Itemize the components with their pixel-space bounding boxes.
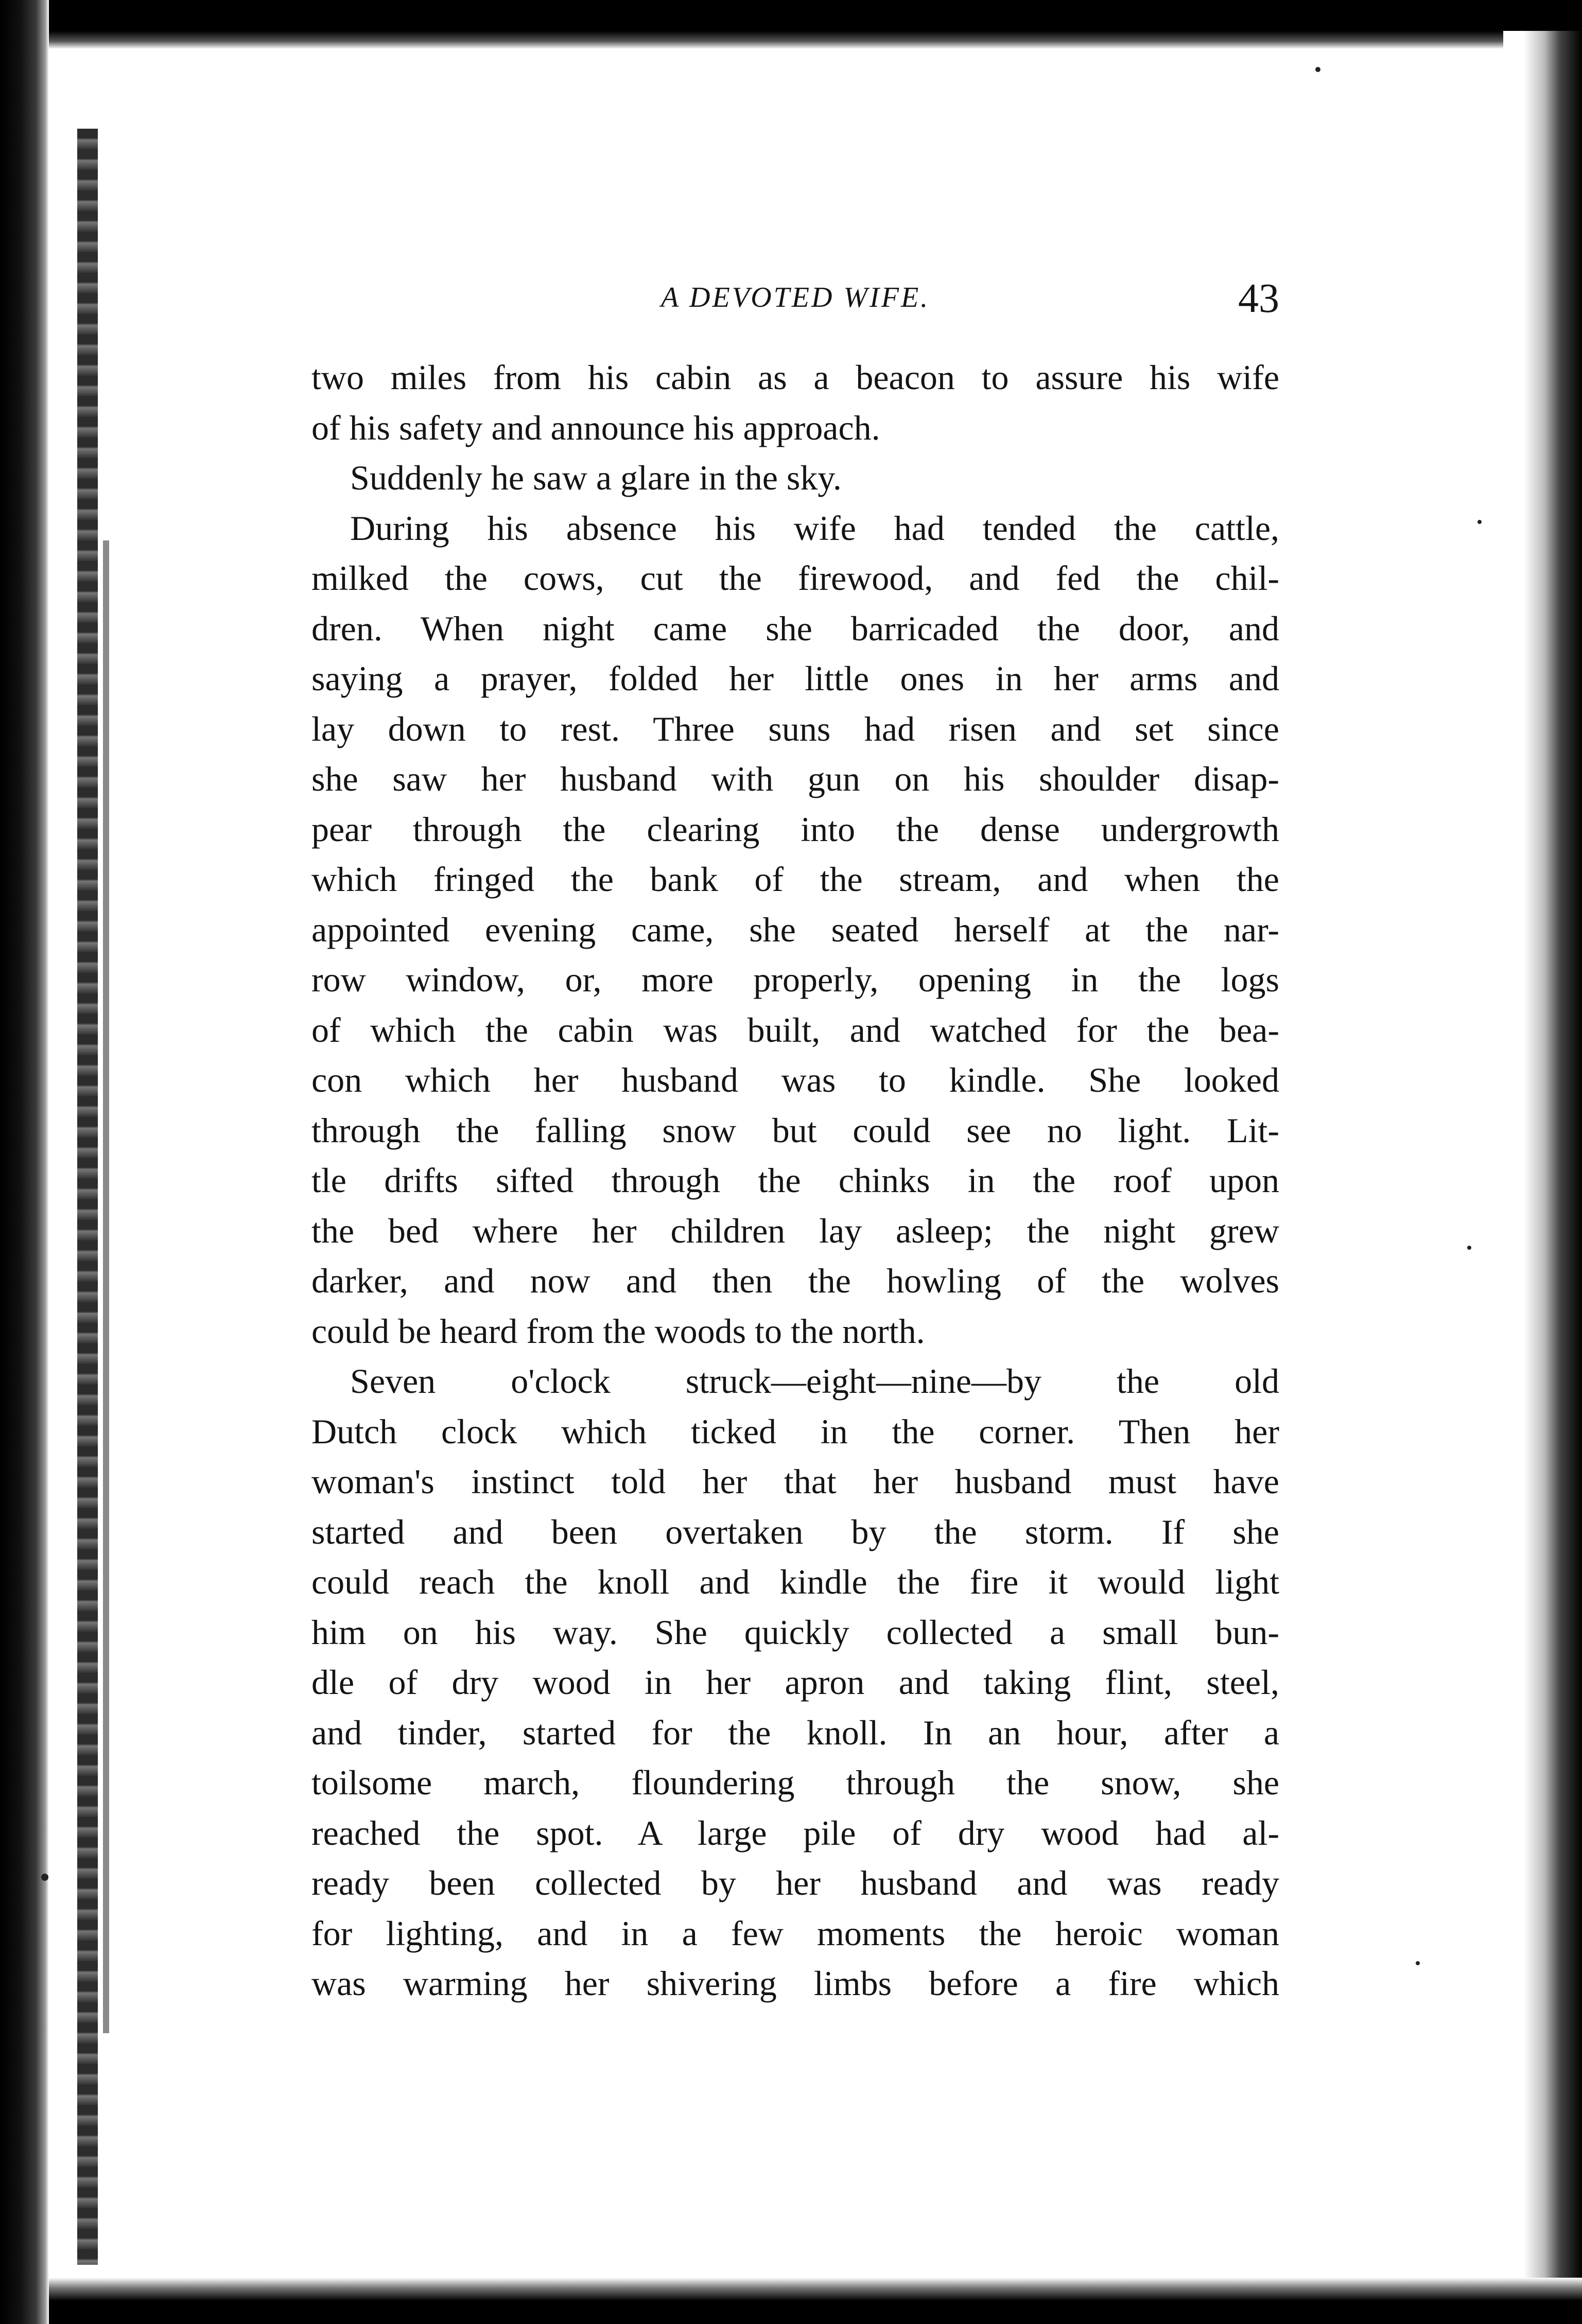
text-line: pear through the clearing into the dense undergrowth bbox=[311, 809, 1279, 849]
book-binding-shadow bbox=[0, 0, 49, 2324]
text-line: could reach the knoll and kindle the fire it would light bbox=[311, 1562, 1279, 1601]
text-line: of which the cabin was built, and watched for the bea- bbox=[311, 1010, 1279, 1050]
text-line: woman's instinct told her that her husband must have bbox=[311, 1462, 1279, 1501]
text-line: milked the cows, cut the firewood, and fed the chil- bbox=[311, 558, 1279, 598]
text-line: toilsome march, floundering through the snow, she bbox=[311, 1763, 1279, 1802]
scan-speck bbox=[41, 1874, 48, 1881]
text-line: lay down to rest. Three suns had risen and set since bbox=[311, 709, 1279, 748]
scan-speck bbox=[1477, 520, 1482, 524]
scan-speck bbox=[1416, 1961, 1420, 1965]
text-line: dren. When night came she barricaded the door, and bbox=[311, 608, 1279, 648]
text-line: two miles from his cabin as a beacon to assure his wife bbox=[311, 358, 1279, 397]
text-line: darker, and now and then the howling of the wolves bbox=[311, 1261, 1279, 1300]
text-line: tle drifts sifted through the chinks in the roof upon bbox=[311, 1161, 1279, 1200]
text-line: appointed evening came, she seated herself at the nar- bbox=[311, 910, 1279, 949]
text-line: reached the spot. A large pile of dry wood had al- bbox=[311, 1813, 1279, 1853]
running-head bbox=[311, 273, 1279, 324]
text-line: saying a prayer, folded her little ones in her arms and bbox=[311, 659, 1279, 698]
text-line: through the falling snow but could see no light. Lit- bbox=[311, 1110, 1279, 1150]
text-line: Seven o'clock struck—eight—nine—by the old bbox=[350, 1361, 1279, 1401]
scan-bottom-edge bbox=[49, 2278, 1582, 2324]
text-line: and tinder, started for the knoll. In an hour, after a bbox=[311, 1713, 1279, 1752]
text-line: could be heard from the woods to the north. bbox=[311, 1311, 925, 1351]
text-line: row window, or, more properly, opening in the logs bbox=[311, 960, 1279, 999]
text-line: con which her husband was to kindle. She looked bbox=[311, 1060, 1279, 1099]
text-line: During his absence his wife had tended the cattle, bbox=[350, 508, 1279, 548]
text-line: started and been overtaken by the storm. If she bbox=[311, 1512, 1279, 1551]
text-line: Dutch clock which ticked in the corner. Then her bbox=[311, 1411, 1279, 1451]
scan-speck bbox=[1467, 1246, 1471, 1250]
text-line: of his safety and announce his approach. bbox=[311, 408, 880, 447]
text-line: was warming her shivering limbs before a fire which bbox=[311, 1964, 1279, 2003]
text-line: Suddenly he saw a glare in the sky. bbox=[350, 458, 842, 497]
body-text bbox=[311, 353, 1279, 2009]
text-line: him on his way. She quickly collected a small bun- bbox=[311, 1612, 1279, 1652]
text-line: she saw her husband with gun on his shoulder disap- bbox=[311, 759, 1279, 798]
text-line: ready been collected by her husband and was ready bbox=[311, 1863, 1279, 1902]
gutter-shadow-inner bbox=[103, 540, 109, 2033]
gutter-shadow bbox=[77, 129, 98, 2265]
scan-top-edge bbox=[49, 0, 1582, 49]
scan-right-edge bbox=[1503, 31, 1582, 2285]
text-line: which fringed the bank of the stream, and when the bbox=[311, 860, 1279, 899]
page-number: 43 bbox=[1238, 276, 1279, 321]
text-line: dle of dry wood in her apron and taking flint, steel, bbox=[311, 1663, 1279, 1702]
scan-speck bbox=[1315, 67, 1320, 72]
text-line: the bed where her children lay asleep; the night grew bbox=[311, 1211, 1279, 1250]
running-head-title: A DEVOTED WIFE. bbox=[660, 282, 930, 313]
text-line: for lighting, and in a few moments the heroic woman bbox=[311, 1913, 1279, 1953]
